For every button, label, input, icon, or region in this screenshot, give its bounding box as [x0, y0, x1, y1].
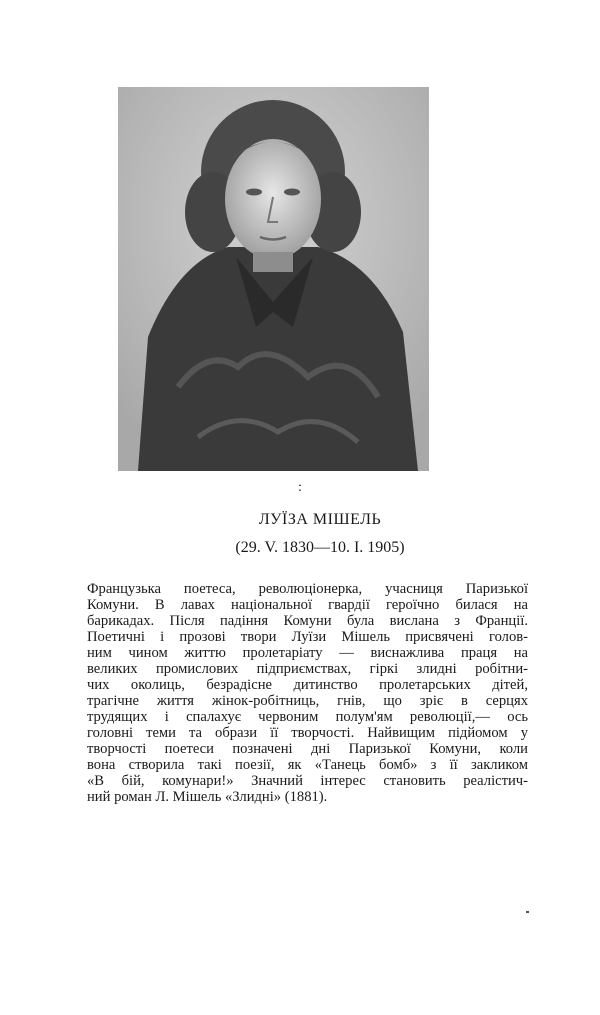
- text-line: Поетичні і прозові твори Луїзи Мішель присвячені голов-: [87, 629, 528, 645]
- text-line: ним чином життю пролетаріату — виснажлива праця на: [87, 645, 528, 661]
- text-line: великих промислових підприємствах, гіркі злидні робітни-: [87, 661, 528, 677]
- print-mark: [526, 911, 529, 913]
- biography-paragraph: [87, 581, 528, 805]
- text-line: чих околиць, безрадісне дитинство пролетарських дітей,: [87, 677, 528, 693]
- portrait-image: [118, 87, 429, 471]
- text-line: творчості поетеси позначені дні Паризької Комуни, коли: [87, 741, 528, 757]
- text-line: «В бій, комунари!» Значний інтерес становить реалістич-: [87, 773, 528, 789]
- page-title: ЛУЇЗА МІШЕЛЬ: [258, 511, 382, 528]
- text-line: головні теми та образи її творчості. Найвищим підйомом у: [87, 725, 528, 741]
- portrait-photo: [118, 87, 429, 471]
- text-line: трагічне життя жінок-робітниць, гнів, що зріє в серцях: [87, 693, 528, 709]
- text-line: вона створила такі поезії, як «Танець бомб» з її закликом: [87, 757, 528, 773]
- life-dates: (29. V. 1830—10. I. 1905): [235, 539, 405, 556]
- text-line: ний роман Л. Мішель «Злидні» (1881).: [87, 789, 328, 805]
- text-line: барикадах. Після падіння Комуни була вислана з Франції.: [87, 613, 528, 629]
- separator: :: [298, 480, 302, 495]
- text-line: трудящих і спалахує червоним полум'ям революції,— ось: [87, 709, 528, 725]
- text-line: Комуни. В лавах національної гвардії героїчно билася на: [87, 597, 528, 613]
- text-line: Французька поетеса, революціонерка, учасниця Паризької: [87, 581, 528, 597]
